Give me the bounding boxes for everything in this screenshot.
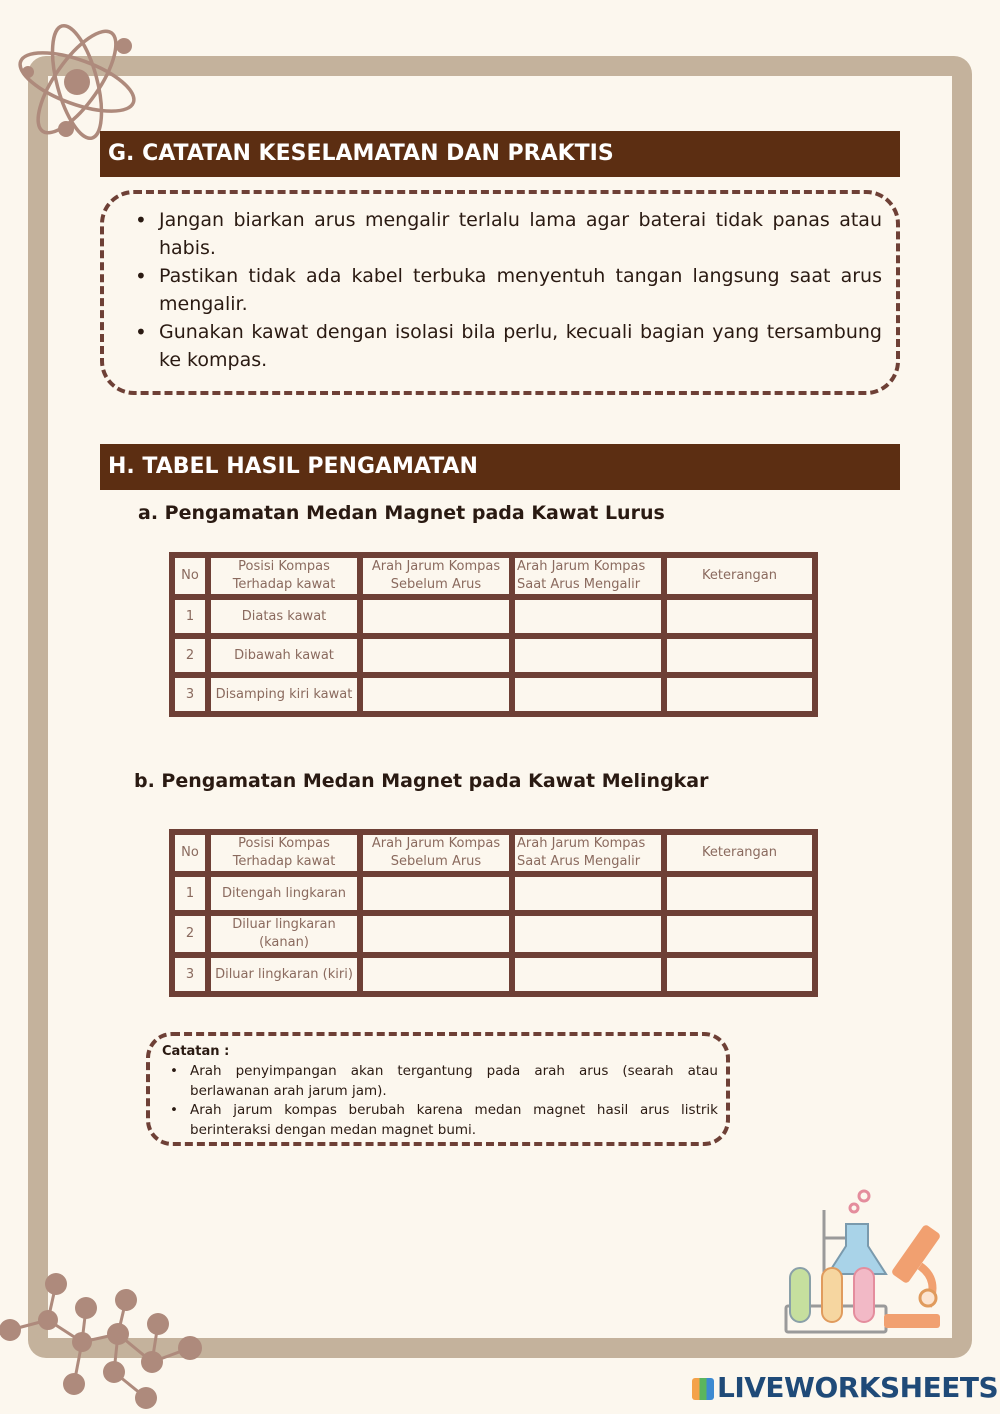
table-header: Arah Jarum Kompas Sebelum Arus	[360, 832, 512, 874]
table-cell-input[interactable]	[360, 597, 512, 636]
table-row	[172, 597, 815, 636]
table-row	[172, 913, 815, 955]
table-cell-no: 2	[172, 913, 208, 955]
molecule-icon	[0, 1266, 210, 1414]
table-cell-posisi: Disamping kiri kawat	[208, 675, 360, 714]
table-cell-input[interactable]	[360, 913, 512, 955]
table-header: Arah Jarum Kompas Saat Arus Mengalir	[512, 555, 664, 597]
table-cell-input[interactable]	[512, 955, 664, 994]
table-cell-no: 2	[172, 636, 208, 675]
table-header: Keterangan	[664, 555, 815, 597]
table-cell-input[interactable]	[512, 874, 664, 913]
table-header: No	[172, 555, 208, 597]
safety-notes-list	[132, 206, 882, 374]
table-cell-input[interactable]	[512, 913, 664, 955]
lab-equipment-icon	[780, 1188, 950, 1338]
table-header: Arah Jarum Kompas Saat Arus Mengalir	[512, 832, 664, 874]
table-a-title: a. Pengamatan Medan Magnet pada Kawat Lurus	[138, 502, 665, 524]
table-cell-posisi: Ditengah lingkaran	[208, 874, 360, 913]
list-item: • Jangan biarkan arus mengalir terlalu lama agar baterai tidak panas atau habis.	[132, 206, 882, 262]
table-header: Posisi Kompas Terhadap kawat	[208, 832, 360, 874]
table-cell-posisi: Diluar lingkaran (kiri)	[208, 955, 360, 994]
table-cell-input[interactable]	[512, 636, 664, 675]
table-cell-input[interactable]	[360, 675, 512, 714]
table-row	[172, 874, 815, 913]
table-row	[172, 955, 815, 994]
notes-box	[146, 1032, 730, 1146]
observation-table-straight-wire	[169, 552, 818, 717]
table-cell-input[interactable]	[664, 636, 815, 675]
table-row	[172, 675, 815, 714]
table-cell-no: 1	[172, 597, 208, 636]
atom-icon	[14, 22, 144, 142]
table-cell-posisi: Diatas kawat	[208, 597, 360, 636]
table-cell-input[interactable]	[360, 955, 512, 994]
table-header: Keterangan	[664, 832, 815, 874]
table-cell-input[interactable]	[664, 675, 815, 714]
table-cell-input[interactable]	[664, 955, 815, 994]
table-cell-input[interactable]	[512, 675, 664, 714]
list-item: • Arah penyimpangan akan tergantung pada arah arus (searah atau berlawanan arah jarum jam).	[170, 1062, 718, 1101]
observation-table-circular-wire	[169, 829, 818, 997]
list-item: • Gunakan kawat dengan isolasi bila perlu, kecuali bagian yang tersambung ke kompas.	[132, 318, 882, 374]
brand-text: LIVEWORKSHEETS	[717, 1371, 999, 1404]
table-cell-input[interactable]	[360, 874, 512, 913]
table-header: No	[172, 832, 208, 874]
list-item: • Arah jarum kompas berubah karena medan magnet hasil arus listrik berinteraksi dengan medan magnet bumi.	[170, 1101, 718, 1140]
list-item: • Pastikan tidak ada kabel terbuka menyentuh tangan langsung saat arus mengalir.	[132, 262, 882, 318]
section-g-header: G. CATATAN KESELAMATAN DAN PRAKTIS	[100, 131, 900, 177]
notes-title: Catatan :	[162, 1044, 230, 1059]
table-cell-posisi: Diluar lingkaran (kanan)	[208, 913, 360, 955]
table-header: Posisi Kompas Terhadap kawat	[208, 555, 360, 597]
table-cell-input[interactable]	[664, 874, 815, 913]
table-header: Arah Jarum Kompas Sebelum Arus	[360, 555, 512, 597]
table-cell-posisi: Dibawah kawat	[208, 636, 360, 675]
table-cell-no: 3	[172, 955, 208, 994]
liveworksheets-logo-icon	[692, 1378, 714, 1400]
section-h-header: H. TABEL HASIL PENGAMATAN	[100, 444, 900, 490]
table-cell-input[interactable]	[664, 913, 815, 955]
table-row	[172, 636, 815, 675]
table-cell-input[interactable]	[664, 597, 815, 636]
notes-list	[170, 1062, 718, 1140]
table-cell-no: 3	[172, 675, 208, 714]
brand-logo[interactable]	[692, 1371, 998, 1404]
table-cell-input[interactable]	[512, 597, 664, 636]
safety-notes-box	[100, 190, 900, 395]
table-cell-no: 1	[172, 874, 208, 913]
table-b-title: b. Pengamatan Medan Magnet pada Kawat Melingkar	[134, 770, 709, 792]
table-cell-input[interactable]	[360, 636, 512, 675]
